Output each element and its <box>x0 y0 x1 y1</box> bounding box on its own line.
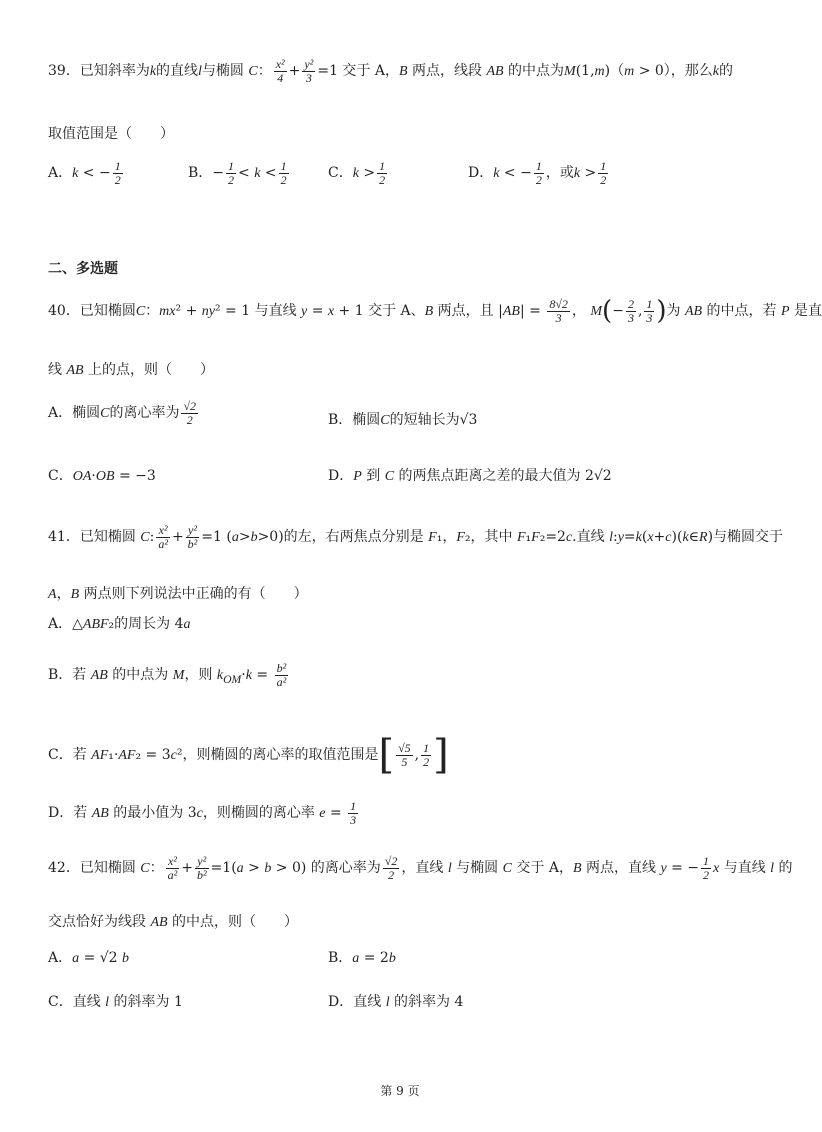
q39-option-d: D．k < − $\frac{1}{2}$ ，或k > $\frac{1}{2}$ <box>468 159 607 187</box>
q40-option-a: A．椭圆C的离心率为 $\frac{√2}{2}$ <box>48 399 197 427</box>
q39-option-a: A．k < − $\frac{1}{2}$ <box>48 159 121 187</box>
q39-option-b: B．− $\frac{1}{2}$ < k < $\frac{1}{2}$ <box>188 159 287 187</box>
q41-option-c: C．若 AF₁·AF₂ = 3c²，则椭圆的离心率的取值范围是[ $\frac{√5}{5}$ , $\frac{1}{2}$ ] <box>48 732 449 778</box>
q41-option-d: D．若 AB 的最小值为 3c，则椭圆的离心率 e = $\frac{1}{3}$ <box>48 799 357 827</box>
q39-stem-line1: 39．已知斜率为k的直线l与椭圆 C： $\frac{\text{x²}}{4}$ + $\frac{\text{y²}}{3}$ =1 交于 A，B 两点，线段 AB 的中点为M(1,m)（m > 0），那么k的 <box>48 57 734 85</box>
q42-option-c: C．直线 l 的斜率为 1 <box>48 994 183 1010</box>
q39-option-c: C．k > $\frac{1}{2}$ <box>328 159 386 187</box>
q40-option-b: B．椭圆C的短轴长为√3 <box>328 412 478 428</box>
q42-stem-line1: 42．已知椭圆 C： $\frac{\text{x²}}{\text{a²}}$ + $\frac{\text{y²}}{\text{b²}}$ =1(a > b > 0) 的离心率为 $\frac{√2}{2}$ ，直线 l 与椭圆 C 交于 A，B 两点，直线 y = − $\frac{1}{2}$ x 与直线 l 的 <box>48 854 793 882</box>
q42-option-b: B．a = 2b <box>328 950 396 966</box>
q42-option-a: A．a = √2 b <box>48 950 130 966</box>
q41-stem-line2: A，B 两点则下列说法中正确的有（ ） <box>48 586 308 602</box>
q41-option-a: A．△ABF₂的周长为 4a <box>48 616 191 632</box>
q42-option-d: D．直线 l 的斜率为 4 <box>328 994 464 1010</box>
q39-stem-line2: 取值范围是（ ） <box>48 126 174 142</box>
section-title: 二、多选题 <box>48 261 118 277</box>
q40-stem-line1: 40．已知椭圆C：mx² + ny² = 1 与直线 y = x + 1 交于 A、B 两点，且 |AB| = $\frac{8√2}{3}$ ， M(− $\frac{2}{3}$ , $\frac{1}{3}$ )为 AB 的中点，若 P 是直 <box>48 296 822 327</box>
q40-option-d: D．P 到 C 的两焦点距离之差的最大值为 2√2 <box>328 468 612 484</box>
q40-option-c: C．OA·OB = −3 <box>48 468 156 484</box>
q41-stem-line1: 41．已知椭圆 C: $\frac{\text{x²}}{\text{a²}}$ + $\frac{\text{y²}}{\text{b²}}$ =1 (a>b>0)的左，右两焦点分别是 F₁，F₂，其中 F₁F₂=2c.直线 l:y=k(x+c)(k∈R)与椭圆交于 <box>48 523 784 551</box>
q41-option-b: B．若 AB 的中点为 M，则 $k_{OM}\cdot k$ = $\frac{\text{b²}}{\text{a²}}$ <box>48 661 287 689</box>
page-footer: 第 9 页 <box>380 1084 420 1098</box>
q40-stem-line2: 线 AB 上的点，则（ ） <box>48 362 215 378</box>
q42-stem-line2: 交点恰好为线段 AB 的中点，则（ ） <box>48 914 299 930</box>
